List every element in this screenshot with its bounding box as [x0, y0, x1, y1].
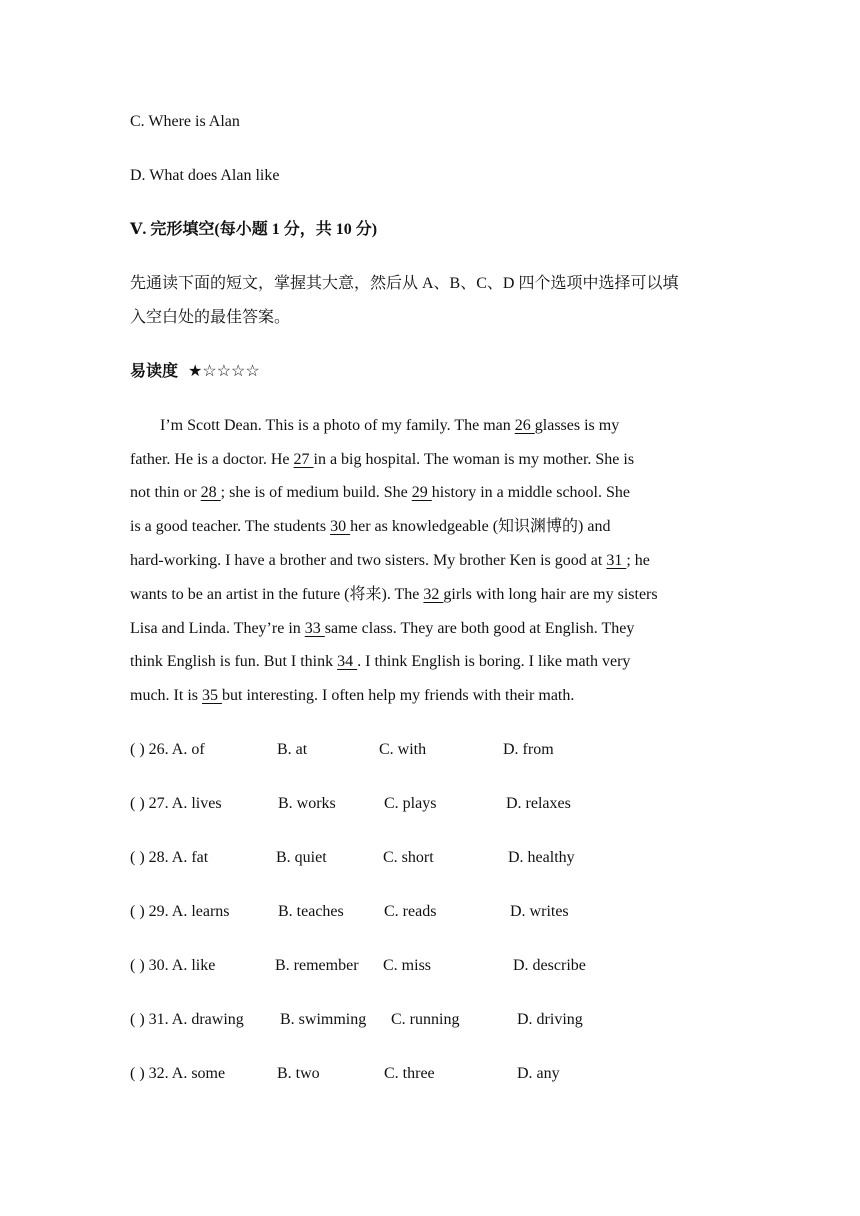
option-c: C. three [384, 1065, 435, 1082]
passage-line-5 [130, 551, 650, 571]
option-d: D. any [517, 1065, 560, 1082]
passage-line-1 [160, 416, 619, 436]
passage-text: in a big hospital. The woman is my mother. She is [313, 451, 635, 468]
blank-34: 34 [337, 653, 358, 670]
option-d: D. healthy [508, 849, 575, 866]
blank-33: 33 [304, 620, 325, 637]
blank-27: 27 [293, 451, 314, 468]
passage-text: her as knowledgeable (知识渊博的) and [350, 518, 611, 535]
difficulty-stars: ★☆☆☆☆ [188, 363, 260, 380]
question-stem: ( ) 28. A. fat [130, 849, 209, 866]
blank-28: 28 [200, 484, 221, 501]
blank-26: 26 [514, 417, 535, 434]
question-stem: ( ) 27. A. lives [130, 795, 222, 812]
passage-text: not thin or [130, 484, 201, 501]
option-d: D. writes [510, 903, 569, 920]
question-stem: ( ) 26. A. of [130, 741, 205, 758]
blank-31: 31 [606, 552, 627, 569]
passage-text: same class. They are both good at English. They [324, 620, 635, 637]
passage-text: girls with long hair are my sisters [443, 586, 658, 603]
option-b: B. remember [275, 957, 359, 974]
option-c: C. with [379, 741, 427, 758]
passage-text: hard-working. I have a brother and two sisters. My brother Ken is good at [130, 552, 607, 569]
difficulty-rating [130, 362, 260, 382]
passage-text: ; she is of medium build. She [220, 484, 412, 501]
passage-text: but interesting. I often help my friends with their math. [222, 687, 575, 704]
section-title: Ⅴ. 完形填空(每小题 1 分，共 10 分) [130, 221, 378, 238]
passage-line-4 [130, 517, 610, 537]
passage-text: history in a middle school. She [431, 484, 630, 501]
option-c-where-is-alan: C. Where is Alan [130, 113, 240, 130]
passage-text: glasses is my [534, 417, 620, 434]
passage-text: wants to be an artist in the future (将来). The [130, 586, 424, 603]
passage-line-6 [130, 585, 658, 605]
passage-text: is a good teacher. The students [130, 518, 331, 535]
question-stem: ( ) 32. A. some [130, 1065, 226, 1082]
option-d: D. driving [517, 1011, 583, 1028]
option-d: D. describe [513, 957, 586, 974]
passage-text: Lisa and Linda. They’re in [130, 620, 305, 637]
option-b: B. swimming [280, 1011, 367, 1028]
passage-text: ; he [626, 552, 650, 569]
instruction-line-1: 先通读下面的短文，掌握其大意，然后从 A、B、C、D 四个选项中选择可以填 [130, 275, 679, 292]
passage-line-3 [130, 483, 630, 503]
option-b: B. works [278, 795, 336, 812]
option-b: B. teaches [278, 903, 344, 920]
option-c: C. reads [384, 903, 437, 920]
option-d: D. from [503, 741, 554, 758]
instruction-line-2: 入空白处的最佳答案。 [130, 309, 291, 326]
option-c: C. miss [383, 957, 432, 974]
question-stem: ( ) 29. A. learns [130, 903, 230, 920]
blank-29: 29 [411, 484, 432, 501]
passage-line-8 [130, 652, 630, 672]
blank-35: 35 [202, 687, 222, 704]
option-d-what-does-alan-like: D. What does Alan like [130, 167, 280, 184]
passage-text: much. It is [130, 687, 202, 704]
option-b: B. at [277, 741, 308, 758]
blank-30: 30 [330, 518, 351, 535]
option-c: C. plays [384, 795, 437, 812]
passage-line-9 [130, 686, 574, 706]
question-stem: ( ) 31. A. drawing [130, 1011, 244, 1028]
passage-text: I’m Scott Dean. This is a photo of my family. The man [160, 417, 515, 434]
passage-text: father. He is a doctor. He [130, 451, 294, 468]
option-b: B. two [277, 1065, 320, 1082]
option-c: C. running [391, 1011, 460, 1028]
passage-line-7 [130, 619, 634, 639]
option-b: B. quiet [276, 849, 327, 866]
passage-text: think English is fun. But I think [130, 653, 338, 670]
passage-text: . I think English is boring. I like math very [357, 653, 631, 670]
passage-line-2 [130, 450, 634, 470]
difficulty-label: 易读度 [130, 363, 179, 380]
option-d: D. relaxes [506, 795, 571, 812]
option-c: C. short [383, 849, 434, 866]
question-stem: ( ) 30. A. like [130, 957, 216, 974]
blank-32: 32 [423, 586, 444, 603]
